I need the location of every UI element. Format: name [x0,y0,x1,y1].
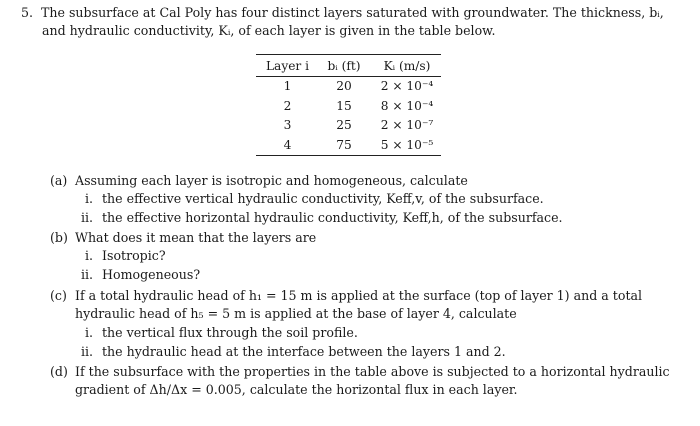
part-a-ii-text: the effective horizontal hydraulic conductivity, Keff,h, of the subsurface. [102,210,563,225]
header-conductivity: Kᵢ (m/s) [369,55,441,77]
part-a-i [85,190,544,208]
part-d-label: (d) [50,364,68,379]
part-b-ii-label: ii. [81,267,94,282]
layer-properties-table [256,54,441,156]
cell-layer: 4 [256,135,319,155]
cell-thickness: 25 [336,118,352,133]
table-row [256,96,441,116]
cell-layer: 1 [283,79,292,94]
part-b-ii-text: Homogeneous? [102,267,201,282]
cell-layer: 2 [283,98,292,113]
problem-number: 5. [21,5,34,20]
header-layer: Layer i [256,55,319,77]
part-b-i-label: i. [85,248,94,263]
cell-layer: 3 [283,118,292,133]
part-b-i [85,247,166,265]
part-d [50,363,670,381]
part-a-ii [81,209,563,227]
part-a [50,172,468,190]
part-b-i-text: Isotropic? [102,248,166,263]
cell-thickness: 15 [336,98,352,113]
header-thickness: bᵢ (ft) [319,55,369,77]
table-header-row [256,55,441,77]
part-c-label: (c) [50,288,67,303]
cell-conductivity: 8 × 10⁻⁴ [380,98,434,113]
part-c-ii-label: ii. [81,344,94,359]
part-a-i-text: the effective vertical hydraulic conductivity, Keff,v, of the subsurface. [102,191,544,206]
part-a-label: (a) [50,173,68,188]
part-c-line-1: If a total hydraulic head of h₁ = 15 m is applied at the surface (top of layer 1) and a total [75,288,643,303]
part-a-text: Assuming each layer is isotropic and homogeneous, calculate [75,173,468,188]
cell-conductivity: 5 × 10⁻⁵ [369,135,441,155]
cell-conductivity: 2 × 10⁻⁴ [380,79,434,94]
intro-text-1: The subsurface at Cal Poly has four distinct layers saturated with groundwater. The thickness, bᵢ, [41,5,664,20]
cell-conductivity: 2 × 10⁻⁷ [380,118,434,133]
part-c-ii-text: the hydraulic head at the interface between the layers 1 and 2. [102,344,506,359]
part-d-line-2: gradient of Δh/Δx = 0.005, calculate the horizontal flux in each layer. [75,382,518,397]
cell-thickness: 20 [336,79,352,94]
part-b-text: What does it mean that the layers are [75,230,317,245]
part-b-ii [81,266,200,284]
part-c-i [85,324,358,342]
table-row [256,135,441,155]
part-b [50,229,316,247]
table-row [256,116,441,136]
part-d-line-1: If the subsurface with the properties in the table above is subjected to a horizontal hydraulic [75,364,670,379]
problem-intro-line-1 [21,4,664,22]
part-c-line-2: hydraulic head of h₅ = 5 m is applied at the base of layer 4, calculate [75,306,517,321]
part-b-label: (b) [50,230,68,245]
cell-thickness: 75 [319,135,369,155]
part-a-ii-label: ii. [81,210,94,225]
part-c-i-label: i. [85,325,94,340]
part-a-i-label: i. [85,191,94,206]
part-c-i-text: the vertical flux through the soil profile. [102,325,358,340]
intro-text-2: and hydraulic conductivity, Kᵢ, of each layer is given in the table below. [42,23,496,38]
part-c [50,287,642,305]
part-c-ii [81,343,506,361]
table-row [256,76,441,96]
